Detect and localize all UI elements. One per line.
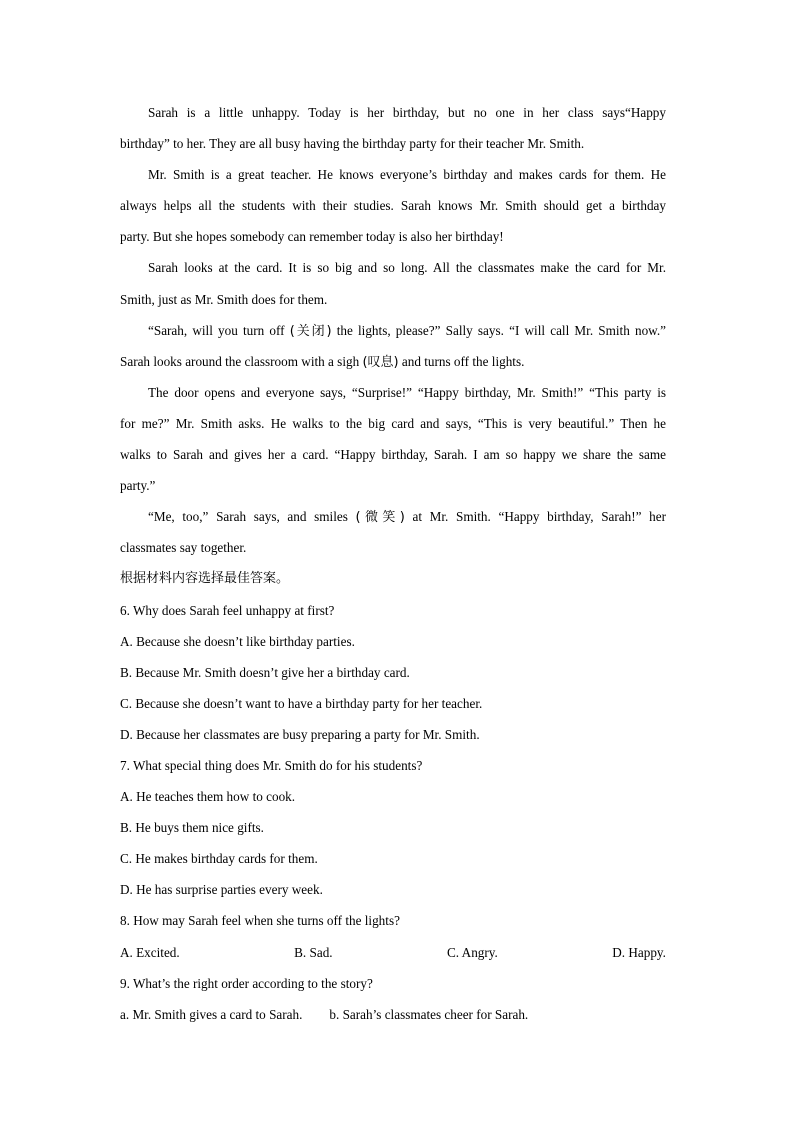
instruction: 根据材料内容选择最佳答案。	[120, 571, 290, 587]
question-6-option-c: C. Because she doesn’t want to have a birthday party for her teacher.	[120, 695, 483, 711]
question-6-option-a: A. Because she doesn’t like birthday parties.	[120, 633, 355, 649]
passage-p3-line2: Smith, just as Mr. Smith does for them.	[120, 291, 328, 307]
question-8-options	[120, 937, 666, 968]
question-8-option-c: C. Angry.	[447, 944, 498, 960]
document-page	[120, 97, 666, 1030]
question-8-option-a: A. Excited.	[120, 944, 180, 960]
question-6-option-b: B. Because Mr. Smith doesn’t give her a birthday card.	[120, 664, 410, 680]
question-6-stem: 6. Why does Sarah feel unhappy at first?	[120, 602, 335, 618]
gloss-weixiao: (微笑)	[355, 510, 405, 526]
passage-p6-line1-text-a: “Me, too,” Sarah says, and smiles	[148, 509, 356, 525]
question-8-stem: 8. How may Sarah feel when she turns off the lights?	[120, 913, 400, 929]
question-7-option-b: B. He buys them nice gifts.	[120, 820, 264, 836]
question-7-option-a: A. He teaches them how to cook.	[120, 789, 296, 805]
passage-p2-line3: party. But she hopes somebody can remember today is also her birthday!	[120, 229, 504, 245]
passage-p5-line3: walks to Sarah and gives her a card. “Happy birthday, Sarah. I am so happy we share the same	[120, 447, 666, 463]
passage-p2-line1: Mr. Smith is a great teacher. He knows everyone’s birthday and makes cards for them. He	[148, 167, 666, 183]
passage-p2-line2: always helps all the students with their studies. Sarah knows Mr. Smith should get a birthday	[120, 198, 666, 214]
passage-p4-line1-text-c: the lights, please?” Sally says. “I will call Mr. Smith now.”	[331, 322, 666, 338]
passage-p5-line1: The door opens and everyone says, “Surprise!” “Happy birthday, Mr. Smith!” “This party is	[148, 384, 666, 400]
passage-p5-line4: party.”	[120, 478, 156, 494]
passage-p6-line1-text-c: at Mr. Smith. “Happy birthday, Sarah!” her	[404, 509, 666, 525]
passage-p5-line2: for me?” Mr. Smith asks. He walks to the big card and says, “This is very beautiful.” Then he	[120, 415, 666, 431]
question-9-items	[120, 999, 666, 1030]
gloss-tanxi: (叹息)	[362, 354, 399, 370]
question-6-option-d: D. Because her classmates are busy preparing a party for Mr. Smith.	[120, 726, 480, 742]
gloss-guanbi: (关闭)	[289, 323, 332, 339]
passage-p6-line1	[120, 501, 666, 532]
question-9-item-a: a. Mr. Smith gives a card to Sarah.	[120, 1006, 303, 1022]
passage-p3-line1: Sarah looks at the card. It is so big and so long. All the classmates make the card for Mr.	[148, 260, 666, 276]
passage-p4-line1-text-a: “Sarah, will you turn off	[148, 322, 290, 338]
question-7-stem: 7. What special thing does Mr. Smith do for his students?	[120, 757, 423, 773]
passage-p6-line2: classmates say together.	[120, 540, 247, 556]
passage-p1-line2: birthday” to her. They are all busy having the birthday party for their teacher Mr. Smith.	[120, 136, 585, 152]
question-8-option-d: D. Happy.	[612, 944, 666, 960]
question-7-option-c: C. He makes birthday cards for them.	[120, 851, 318, 867]
passage-p4-line2-text-c: and turns off the lights.	[398, 353, 525, 369]
passage-p1-line1: Sarah is a little unhappy. Today is her birthday, but no one in her class says“Happy	[148, 105, 666, 120]
question-8-option-b: B. Sad.	[294, 944, 333, 960]
passage-p4-line2	[120, 346, 666, 377]
question-7-option-d: D. He has surprise parties every week.	[120, 882, 323, 898]
passage-p4-line2-text-a: Sarah looks around the classroom with a sigh	[120, 353, 363, 369]
question-9-item-b: b. Sarah’s classmates cheer for Sarah.	[329, 1006, 529, 1022]
passage-p4-line1	[120, 315, 666, 346]
question-9-stem: 9. What’s the right order according to the story?	[120, 975, 373, 991]
